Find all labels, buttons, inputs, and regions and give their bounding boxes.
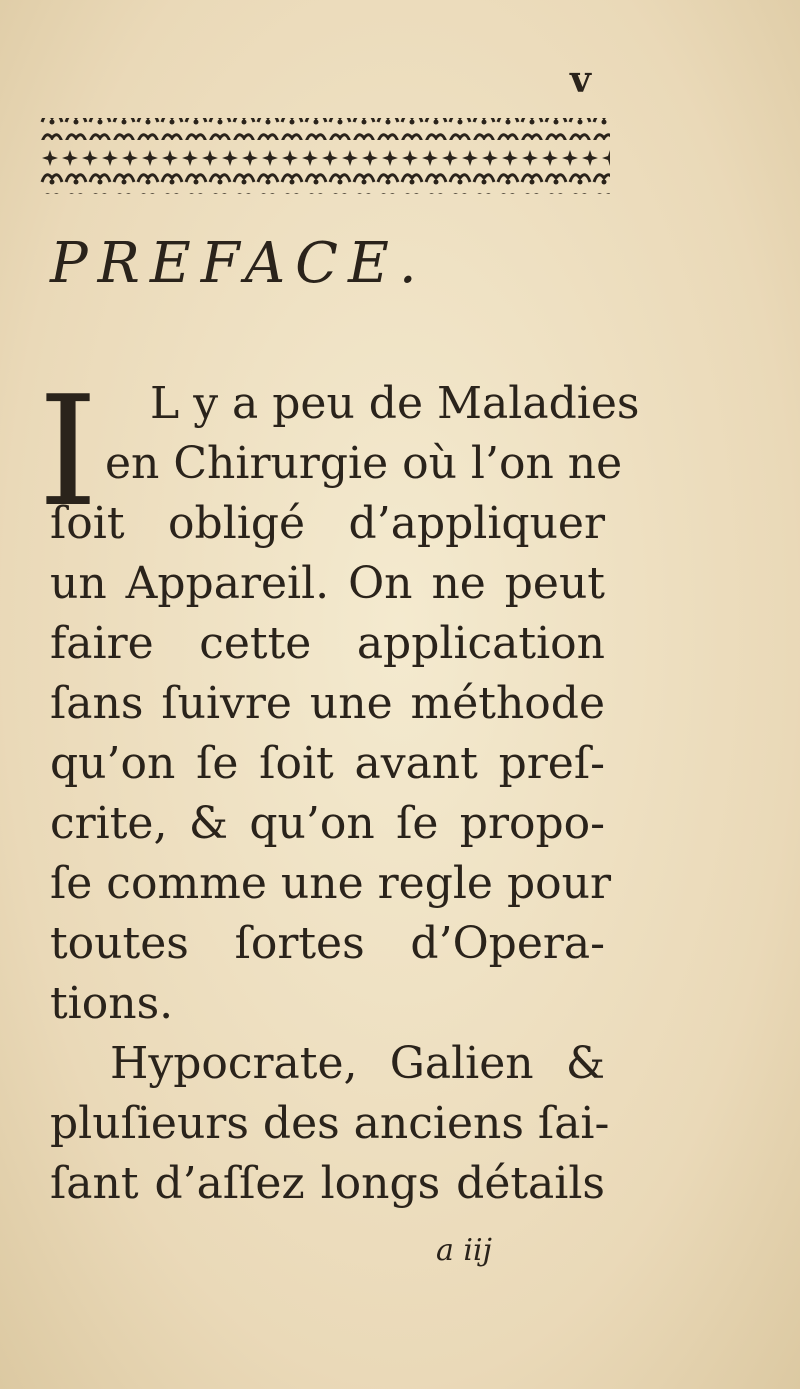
text-line: Hypocrate, Galien & xyxy=(110,1038,605,1089)
text-line: L y a peu de Maladies xyxy=(150,378,640,429)
text-line: tions. xyxy=(50,978,174,1029)
signature-mark: a iij xyxy=(436,1233,492,1268)
text-line: en Chirurgie où l’on ne xyxy=(105,438,623,489)
text-line: ſe comme une regle pour xyxy=(50,858,611,909)
text-line: pluſieurs des anciens ſai- xyxy=(50,1098,610,1149)
text-line: un Appareil. On ne peut xyxy=(50,558,605,609)
text-line: toutes ſortes d’Opera- xyxy=(50,918,605,969)
text-line: qu’on ſe ſoit avant preſ- xyxy=(50,738,605,789)
text-line: ſant d’aſſez longs détails xyxy=(50,1158,605,1209)
drop-cap: I xyxy=(38,363,99,540)
page-number: v xyxy=(570,59,591,101)
text-line: ſans ſuivre une méthode xyxy=(50,678,605,729)
text-line: crite, & qu’on ſe propo- xyxy=(50,798,605,849)
text-line: ſoit obligé d’appliquer xyxy=(50,498,605,549)
page-heading: PREFACE. xyxy=(50,231,427,296)
text-line: faire cette application xyxy=(50,618,605,669)
printers-ornament-icon xyxy=(40,108,610,208)
